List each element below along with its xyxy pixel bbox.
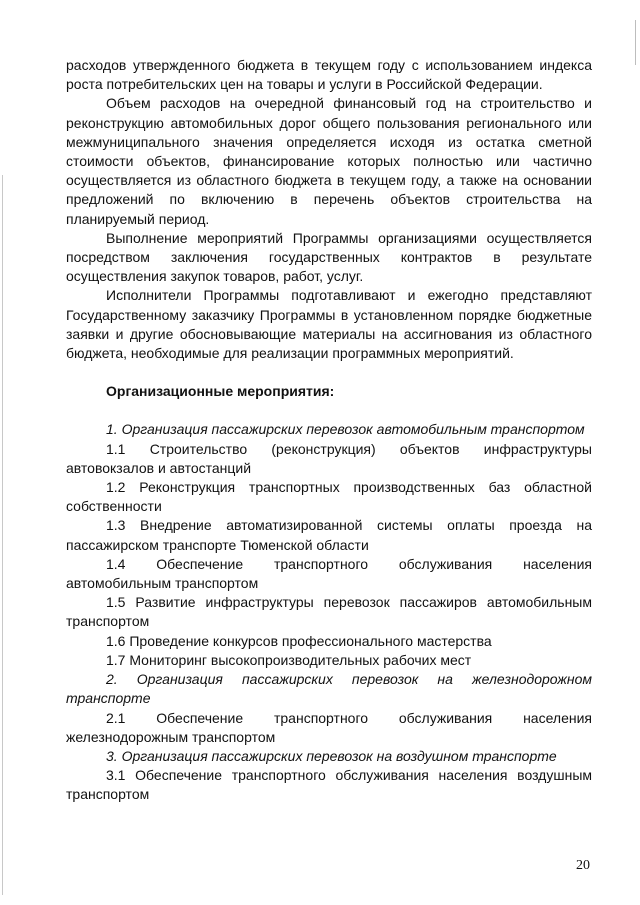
measure-item: 1.4 Обеспечение транспортного обслуживания населения автомобильным транспортом bbox=[66, 555, 592, 592]
page-body bbox=[66, 56, 592, 805]
measure-item: 2.1 Обеспечение транспортного обслуживания населения железнодорожным транспортом bbox=[66, 709, 592, 745]
measure-group-title: 1. Организация пассажирских перевозок автомобильным транспортом bbox=[106, 421, 585, 438]
paragraph: Выполнение мероприятий Программы организациями осуществляется посредством заключения государственных контрактов в результате осуществления закупок товаров, работ, услуг. bbox=[66, 229, 592, 285]
scan-edge-right bbox=[635, 20, 636, 65]
measure-item: 1.3 Внедрение автоматизированной системы оплаты проезда на пассажирском транспорте Тюменской области bbox=[66, 517, 592, 553]
measure-item: 1.5 Развитие инфраструктуры перевозок пассажиров автомобильным транспортом bbox=[66, 594, 592, 630]
measure-group-title: 3. Организация пассажирских перевозок на воздушном транспорте bbox=[106, 747, 557, 764]
measure-item: 1.7 Мониторинг высокопроизводительных рабочих мест bbox=[106, 651, 472, 668]
paragraph: Объем расходов на очередной финансовый год на строительство и реконструкцию автомобильных дорог общего пользования регионального или межмуниципального значения определяется исходя из остатка сметной стоимости объектов, финансирование которых полностью или частично осуществляется из областного бюджета в текущем году, а также на основании предложений по включению в перечень объектов строительства на планируемый период. bbox=[66, 95, 592, 227]
scan-edge-left bbox=[2, 175, 3, 895]
page-number: 20 bbox=[576, 858, 590, 873]
measure-item: 3.1 Обеспечение транспортного обслуживания населения воздушным транспортом bbox=[66, 767, 592, 803]
paragraph: расходов утвержденного бюджета в текущем году с использованием индекса роста потребительских цен на товары и услуги в Российской Федерации. bbox=[66, 57, 592, 93]
measure-item: 1.2 Реконструкция транспортных производственных баз областной собственности bbox=[66, 479, 592, 515]
measure-item: 1.1 Строительство (реконструкция) объектов инфраструктуры автовокзалов и автостанций bbox=[66, 440, 592, 476]
paragraph: Исполнители Программы подготавливают и ежегодно представляют Государственному заказчику Программы в установленном порядке бюджетные заявки и другие обосновывающие материалы на ассигнования из областного бюджета, необходимые для реализации программных мероприятий. bbox=[66, 287, 592, 362]
measure-group-title: 2. Организация пассажирских перевозок на железнодорожном транспорте bbox=[66, 671, 592, 707]
measure-item: 1.6 Проведение конкурсов профессионального мастерства bbox=[106, 632, 492, 649]
section-heading: Организационные мероприятия: bbox=[106, 383, 335, 400]
